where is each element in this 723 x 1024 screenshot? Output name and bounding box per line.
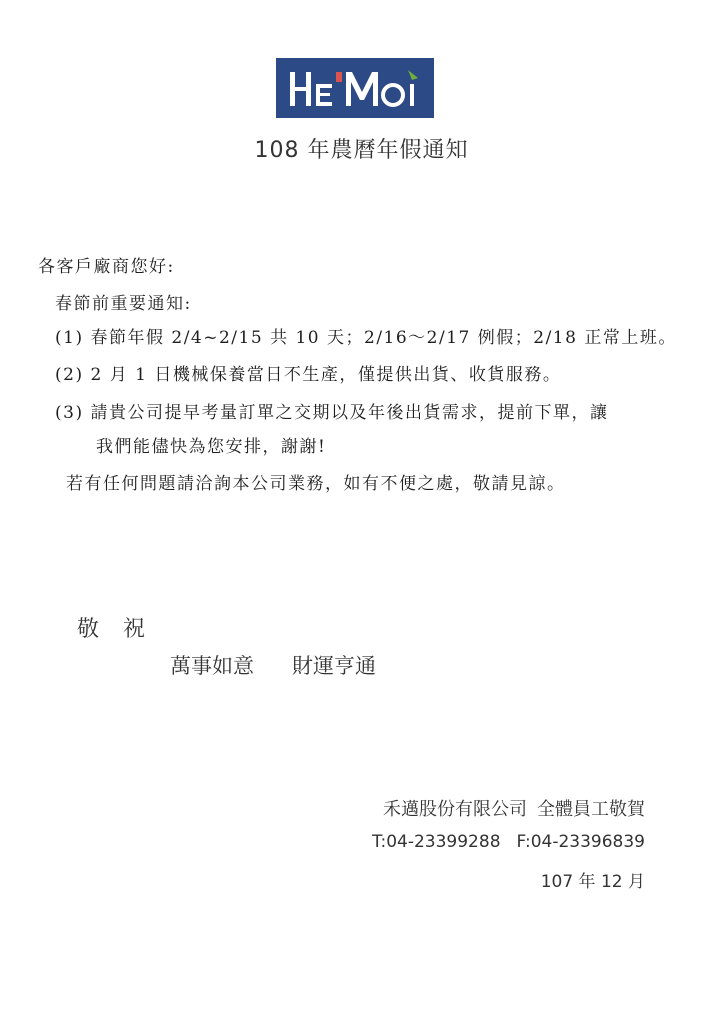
salutation-respect	[77, 612, 147, 643]
page-title: 108 年農曆年假通知	[254, 138, 469, 163]
staff-greeting: 全體員工敬賀	[537, 799, 645, 820]
fax-number: F:04-23396839	[516, 832, 645, 852]
notice-item-3: (3) 請貴公司提早考量訂單之交期以及年後出貨需求，提前下單，讓	[55, 403, 609, 423]
signature-date: 107 年 12 月	[540, 872, 645, 892]
signature-contact	[372, 832, 645, 852]
respect-char-2: 祝	[123, 617, 148, 642]
company-name: 禾邁股份有限公司	[383, 799, 527, 820]
hemoi-logo-mark	[276, 58, 434, 118]
notice-item-3-continued: 我們能儘快為您安排，謝謝!	[96, 437, 327, 457]
respect-char-1: 敬	[77, 617, 102, 642]
wish-1: 萬事如意	[170, 654, 254, 678]
wish-2: 財運亨通	[292, 654, 376, 678]
intro-line: 春節前重要通知:	[55, 294, 192, 314]
signature-company	[383, 795, 645, 821]
phone-number: T:04-23399288	[371, 832, 501, 852]
company-logo	[276, 58, 434, 118]
notice-item-2: (2) 2 月 1 日機械保養當日不生產，僅提供出貨、收貨服務。	[55, 365, 562, 385]
greeting-line: 各客戶廠商您好:	[38, 257, 175, 277]
closing-line: 若有任何問題請洽詢本公司業務，如有不便之處，敬請見諒。	[66, 474, 566, 494]
salutation-wishes	[170, 650, 376, 680]
notice-item-1: (1) 春節年假 2/4~2/15 共 10 天；2/16～2/17 例假；2/18 正常上班。	[55, 328, 677, 348]
